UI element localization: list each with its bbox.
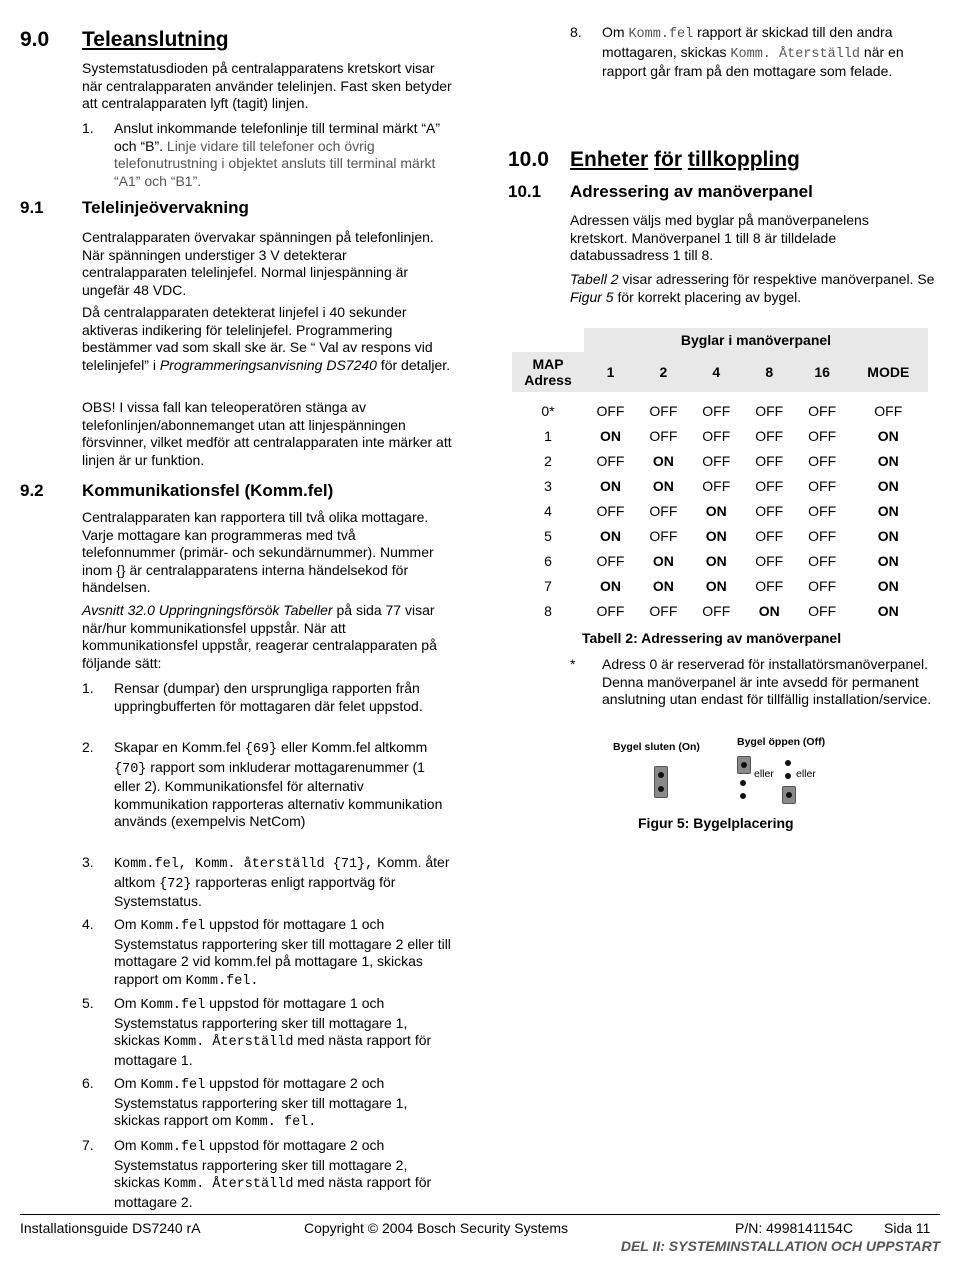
section-9-0-heading [20, 28, 229, 52]
list-item: 5. Om Komm.fel uppstod för mottagare 1 och Systemstatus rapportering sker till mottagare 1, skickas Komm. Återställd med nästa rapport för mottagare 1. [82, 995, 432, 1068]
footer-page-number: Sida 11 [884, 1220, 931, 1236]
table-caption-row [512, 328, 928, 352]
jumper-state-cell: OFF [755, 427, 784, 444]
section-title: Adressering av manöverpanel [570, 182, 813, 201]
table-header-cell: MAP Adress [512, 352, 584, 392]
jumper-state-cell: ON [877, 552, 899, 569]
paragraph: Avsnitt 32.0 Uppringningsförsök Tabeller på sida 77 visar när/hur kommunikationsfel uppstår. När att kommunikationsfel uppstår, reagerar centralapparaten på följande sätt: [82, 602, 437, 671]
jumper-state-cell: OFF [808, 552, 837, 569]
footer-part-number: P/N: 4998141154C [735, 1220, 854, 1236]
jumper-state-cell: OFF [702, 452, 731, 469]
paragraph: Då centralapparaten detekterat linjefel i 40 sekunder aktiveras indikering för telelinjefel. Programmering bestämmer vad som skall ske är. Se “ Val av respons vid telelinjefel” i Programmeringsanvisning DS7240 för detaljer. [82, 304, 451, 373]
list-item: 2. Skapar en Komm.fel {69} eller Komm.fel altkomm {70} rapport som inkluderar mottagarenummer (1 eller 2). Kommunikationsfel för alternativ kommunikation rapporteras alternativ kommunikation används (exempelvis NetCom) [82, 739, 443, 829]
section-title: Kommunikationsfel (Komm.fel) [82, 481, 334, 500]
paragraph: Centralapparaten kan rapportera till två olika mottagare. Varje mottagare kan programmeras med två telefonnummer (primär- och sekundärnummer). Nummer inom {} är centralapparatens interna händelsekod för händelsen. [82, 509, 434, 595]
list-item: 1. Anslut inkommande telefonlinje till terminal märkt “A” och “B”. Linje vidare till telefoner och övrig telefonutrustning i objektet ansluts till terminal märkt “A1” och “B1”. [82, 120, 441, 189]
list-item: 4. Om Komm.fel uppstod för mottagare 1 och Systemstatus rapportering sker till mottagare 2 eller till mottagare 2 vid komm.fel på mottagare 1, skickas rapport om Komm.fel. [82, 916, 451, 989]
jumper-state-cell: ON [877, 427, 899, 444]
section-number: 9.2 [20, 481, 44, 500]
table-corner [512, 328, 584, 352]
address-cell: 5 [544, 527, 552, 544]
jumper-pin-icon [782, 756, 794, 786]
jumper-state-cell: ON [599, 527, 621, 544]
jumper-state-cell: OFF [808, 477, 837, 494]
section-10-1-heading [508, 182, 813, 202]
list-item: 1. Rensar (dumpar) den ursprungliga rapporten från uppringbufferten för mottagaren där felet uppstod. [82, 680, 423, 714]
jumper-open-icon [782, 786, 796, 804]
table-row [512, 523, 928, 548]
jumper-open-label: Bygel öppen (Off) [737, 736, 826, 748]
list-item: 6. Om Komm.fel uppstod för mottagare 2 och Systemstatus rapportering sker till mottagare 1, skickas rapport om Komm. fel. [82, 1075, 408, 1130]
jumper-state-cell: ON [705, 527, 727, 544]
jumper-state-cell: ON [705, 552, 727, 569]
jumper-state-cell: OFF [649, 527, 678, 544]
jumper-state-cell: OFF [702, 402, 731, 419]
address-cell: 2 [544, 452, 552, 469]
jumper-state-cell: ON [705, 502, 727, 519]
jumper-state-cell: OFF [808, 527, 837, 544]
jumper-state-cell: OFF [702, 477, 731, 494]
table-row [512, 448, 928, 473]
table-group-caption: Byglar i manöverpanel [584, 328, 928, 352]
jumper-state-cell: ON [877, 477, 899, 494]
jumper-state-cell: OFF [702, 427, 731, 444]
jumper-address-table [512, 328, 928, 623]
address-cell: 0* [541, 402, 555, 419]
section-number: 9.0 [20, 28, 50, 51]
jumper-state-cell: ON [652, 577, 674, 594]
footer-part-title: DEL II: SYSTEMINSTALLATION OCH UPPSTART [620, 1238, 940, 1254]
table-row [512, 498, 928, 523]
jumper-state-cell: OFF [808, 577, 837, 594]
footer-rule [20, 1214, 940, 1215]
jumper-state-cell: ON [599, 577, 621, 594]
jumper-state-cell: OFF [596, 552, 625, 569]
list-item: 7. Om Komm.fel uppstod för mottagare 2 och Systemstatus rapportering sker till mottagare 2, skickas Komm. Återställd med nästa rapport för mottagare 2. [82, 1137, 432, 1210]
jumper-state-cell: OFF [755, 452, 784, 469]
jumper-state-cell: OFF [808, 427, 837, 444]
jumper-closed-label: Bygel sluten (On) [613, 741, 700, 753]
jumper-state-cell: OFF [596, 402, 625, 419]
jumper-state-cell: OFF [755, 502, 784, 519]
table-caption: Tabell 2: Adressering av manöverpanel [582, 630, 842, 646]
address-cell: 8 [544, 602, 552, 619]
section-10-0-heading [508, 148, 800, 172]
jumper-state-cell: ON [652, 552, 674, 569]
jumper-state-cell: OFF [702, 602, 731, 619]
table-row [512, 423, 928, 448]
table-header-cell: MODE [849, 352, 928, 392]
table-row [512, 573, 928, 598]
jumper-state-cell: ON [652, 452, 674, 469]
address-cell: 4 [544, 502, 552, 519]
footer-copyright: Copyright © 2004 Bosch Security Systems [304, 1220, 568, 1236]
table-header-cell: 8 [743, 352, 796, 392]
jumper-state-cell: OFF [808, 452, 837, 469]
jumper-state-cell: ON [877, 577, 899, 594]
section-number: 9.1 [20, 198, 44, 217]
jumper-state-cell: ON [652, 477, 674, 494]
address-cell: 1 [544, 427, 552, 444]
jumper-state-cell: ON [599, 427, 621, 444]
jumper-state-cell: ON [877, 602, 899, 619]
jumper-closed-icon [654, 766, 668, 798]
paragraph: Tabell 2 visar adressering för respektive manöverpanel. Se Figur 5 för korrekt placering av bygel. [570, 271, 935, 305]
table-row [512, 548, 928, 573]
table-header-cell: 16 [796, 352, 849, 392]
section-title: Enheter för tillkoppling [570, 148, 800, 171]
section-title: Telelinjeövervakning [82, 198, 249, 217]
jumper-state-cell: OFF [649, 402, 678, 419]
table-header-cell: 2 [637, 352, 690, 392]
jumper-state-cell: OFF [755, 477, 784, 494]
list-item: 8. Om Komm.fel rapport är skickad till den andra mottagaren, skickas Komm. Återställd när en rapport går fram på den mottagare som felade. [570, 24, 904, 79]
jumper-state-cell: ON [705, 577, 727, 594]
jumper-state-cell: ON [758, 602, 780, 619]
figure-caption: Figur 5: Bygelplacering [638, 815, 794, 831]
paragraph: Centralapparaten övervakar spänningen på telefonlinjen. När spänningen understiger 3 V detekterar centralapparaten telelinjefel. Normal linjespänning är ungefär 48 VDC. [82, 229, 434, 298]
jumper-state-cell: OFF [874, 402, 903, 419]
jumper-state-cell: OFF [596, 452, 625, 469]
paragraph: Adressen väljs med byglar på manöverpanelens kretskort. Manöverpanel 1 till 8 är tilldelade databussadress 1 till 8. [570, 212, 869, 263]
footer-guide: Installationsguide DS7240 rA [20, 1220, 201, 1236]
jumper-pin-icon [737, 776, 749, 806]
paragraph: OBS! I vissa fall kan teleoperatören stänga av telefonlinjen/abonnemanget utan att linjespänningen försvinner, vilket medför att centralapparaten inte märker att linjen är ur funktion. [82, 399, 452, 468]
table-header-row [512, 352, 928, 392]
section-9-1-heading [20, 198, 249, 218]
jumper-state-cell: OFF [649, 502, 678, 519]
jumper-state-cell: OFF [808, 602, 837, 619]
table-row [512, 473, 928, 498]
jumper-state-cell: OFF [596, 502, 625, 519]
table-header-cell: 4 [690, 352, 743, 392]
section-number: 10.0 [508, 148, 549, 171]
jumper-state-cell: OFF [649, 427, 678, 444]
jumper-state-cell: OFF [755, 577, 784, 594]
jumper-state-cell: ON [877, 502, 899, 519]
table-header-cell: 1 [584, 352, 637, 392]
section-9-2-heading [20, 481, 333, 501]
jumper-open-icon [737, 756, 751, 774]
footnote: * Adress 0 är reserverad för installatörsmanöverpanel. Denna manöverpanel är inte avsedd för permanent anslutning utan endast för tillfällig installation/service. [570, 656, 932, 707]
table-row [512, 598, 928, 623]
jumper-state-cell: OFF [808, 402, 837, 419]
jumper-state-cell: ON [599, 477, 621, 494]
table-row [512, 398, 928, 423]
section-number: 10.1 [508, 182, 542, 201]
jumper-state-cell: ON [877, 452, 899, 469]
jumper-state-cell: OFF [755, 552, 784, 569]
address-cell: 3 [544, 477, 552, 494]
jumper-state-cell: OFF [596, 602, 625, 619]
jumper-state-cell: OFF [755, 402, 784, 419]
jumper-state-cell: OFF [755, 527, 784, 544]
list-item: 3. Komm.fel, Komm. återställd {71}, Komm. åter altkom {72} rapporteras enligt rapportväg för Systemstatus. [82, 854, 450, 909]
section-title: Teleanslutning [82, 28, 229, 51]
jumper-state-cell: OFF [808, 502, 837, 519]
address-cell: 6 [544, 552, 552, 569]
jumper-state-cell: ON [877, 527, 899, 544]
intro-paragraph: Systemstatusdioden på centralapparatens kretskort visar när centralapparaten använder telelinjen. Fast sken betyder att centralapparaten lyft (tagit) linjen. [82, 60, 452, 111]
jumper-state-cell: OFF [649, 602, 678, 619]
item-number: 1. [82, 120, 94, 136]
address-cell: 7 [544, 577, 552, 594]
